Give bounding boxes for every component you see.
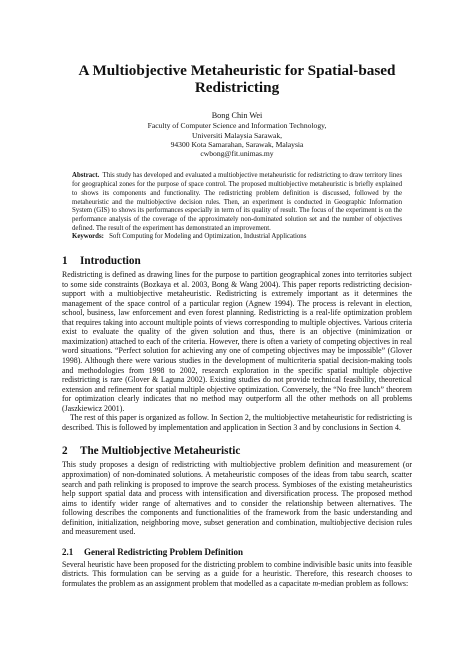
paragraph-text: -median problem as follows: — [318, 578, 409, 588]
section-heading — [62, 445, 412, 458]
section-heading — [62, 255, 412, 268]
subsection-heading — [62, 547, 412, 558]
author-affiliation-line: 94300 Kota Samarahan, Sarawak, Malaysia — [170, 139, 304, 149]
abstract-label: Abstract. — [72, 172, 100, 180]
author-name: Bong Chin Wei — [211, 111, 263, 120]
author-block — [62, 111, 412, 158]
keywords-label: Keywords: — [72, 233, 104, 241]
section-introduction — [62, 255, 412, 432]
abstract — [72, 172, 402, 233]
section-number: 1 — [62, 255, 68, 268]
keywords — [72, 233, 402, 242]
paragraph: Redistricting is defined as drawing lines for the purpose to partition geographical zones into territories subject to some side constraints (Bozkaya et al. 2003, Bong & Wang 2004). This paper reports redistricting decision-support with a multiobjective metaheuristic. Redistricting is extremely important as it determines the management of the space control of a particular region (Agnew 1994). The process is relevant in election, school, business, law enforcement and even forest planning. Redistricting is a real-life optimization problem that requires taking into account multiple points of views corresponding to multiple objectives. Various criteria exist to evaluate the quality of the given solution and thus, there is an objective (minimization or maximization) attached to each of the criteria. However, there is often a variety of competing objectives in real word situations. “Perfect solution for achieving any one of competing objectives may be impossible” (Glover 1998). Although there were various studies in the development of multicriteria spatial decision-making tools and methodologies from 1998 to 2002, research exploration in the specific spatial multiple objective redistricting is rare (Glover & Laguna 2002). Existing studies do not provide technical feasibility, theoretical extension and refinement for spatial multiple objective optimization. Conversely, the “No free lunch” theorem for optimization clearly indicates that no method may outperform all the other methods on all problems (Jaszkiewicz 2001). — [62, 270, 412, 413]
paper-title: A Multiobjective Metaheuristic for Spatial-based Redistricting — [78, 62, 396, 96]
section-title: Introduction — [80, 255, 141, 268]
section-multiobjective-metaheuristic — [62, 445, 412, 536]
paragraph — [62, 560, 412, 589]
keywords-text: Soft Computing for Modeling and Optimization, Industrial Applications — [109, 233, 307, 241]
subsection-number: 2.1 — [62, 546, 74, 557]
paragraph-text: Several heuristic have been proposed for the districting problem to combine indivisible basic units into feasible districts. This formulation can be serving as a guide for a heuristic. Therefore, this research chooses to formulates the problem as an assignment problem that modelled as a capacitate — [62, 559, 412, 588]
author-affiliation-line: Universiti Malaysia Sarawak, — [191, 130, 283, 140]
subsection-problem-definition — [62, 547, 412, 589]
paragraph: The rest of this paper is organized as follow. In Section 2, the multiobjective metaheuristic for redistricting is described. This is followed by implementation and application in Section 3 and by conclusions in Section 4. — [62, 413, 412, 432]
author-email: cwbong@fit.unimas.my — [200, 149, 274, 159]
section-title: The Multiobjective Metaheuristic — [80, 445, 241, 458]
section-number: 2 — [62, 445, 68, 458]
paragraph: This study proposes a design of redistricting with multiobjective problem definition and measurement (or approximation) of non-dominated solutions. A metaheuristic composes of the ideas from tabu search, scatter search and path relinking is proposed to improve the search process. Symbioses of the existing metaheuristics help support spatial data and process with intensification and diversification process. The proposed method aims to identify wider range of alternatives and to consider the relationship between alternatives. The following describes the components and functionalities of the framework from the basic understanding and definition, initialization, neighboring move, subset generation and combination, multiobjective decision rules and measurement used. — [62, 460, 412, 537]
subsection-title: General Redistricting Problem Definition — [84, 546, 244, 557]
italic-variable: m — [312, 578, 319, 588]
abstract-text: This study has developed and evaluated a multiobjective metaheuristic for redistricting to draw territory lines for geographical zones for the purpose of space control. The proposed multiobjective metaheuristic is briefly explained to shows its components and functionality. The redistricting problem definition is discussed, followed by the metaheuristic and the multiobjective decision rules. Then, an experiment is conducted in Geographic Information System (GIS) to shows its performances especially in term of its quality of result. The focus of the experiment is on the performance analysis of the coverage of the approximately non-dominated solution set and the number of objectives defined. The result of the experiment has demonstrated an improvement. — [72, 172, 402, 232]
author-affiliation-line: Faculty of Computer Science and Information Technology, — [147, 121, 327, 131]
